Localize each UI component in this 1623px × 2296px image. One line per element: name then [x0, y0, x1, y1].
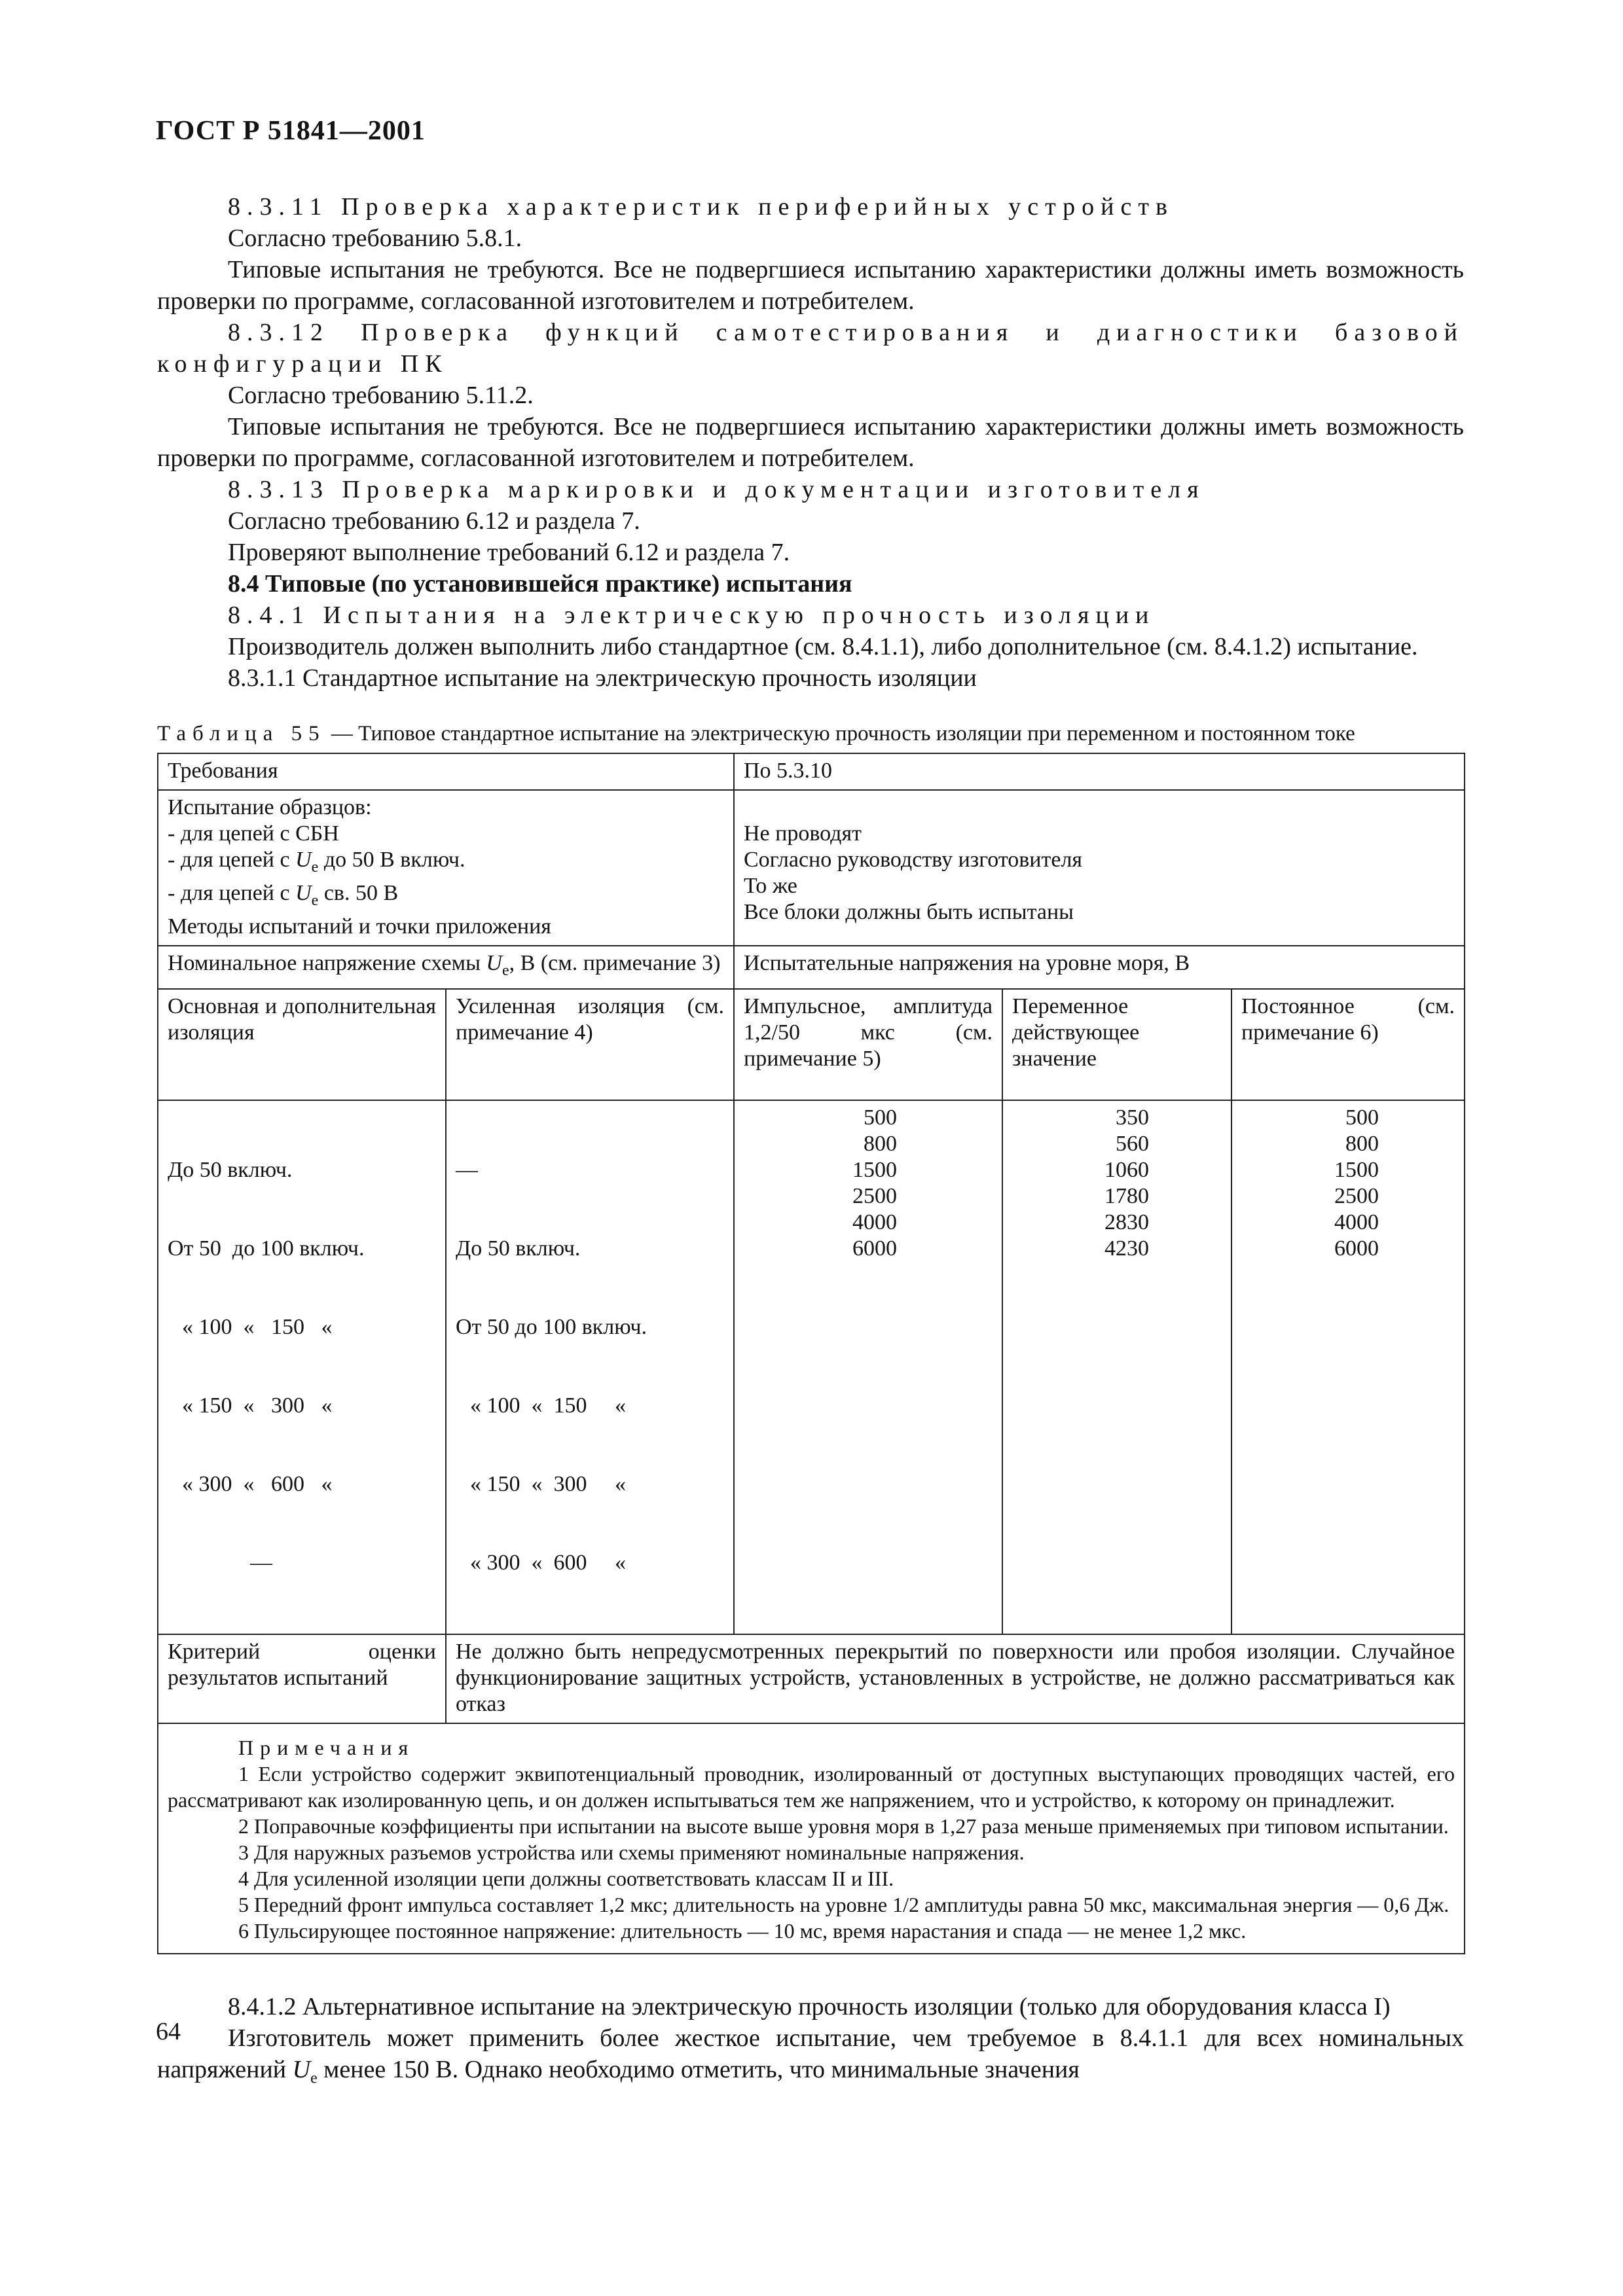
- cell-value: 2830: [1104, 1210, 1149, 1235]
- cell-value: 4230: [1104, 1236, 1149, 1261]
- note-item: 1 Если устройство содержит эквипотенциальный проводник, изолированный от доступных выступающих проводящих частей, его рассматривают как изолированную цепь, и он должен испытываться тем же напряжением, что и устройство, к которому он принадлежит.: [168, 1762, 1455, 1812]
- test-voltage-table: [157, 753, 1465, 1954]
- cell-line: « 100 « 150 «: [182, 1315, 333, 1340]
- notes-cell: [158, 1723, 1465, 1954]
- paragraph: [157, 2022, 1464, 2094]
- cell-value: 800: [864, 1132, 897, 1157]
- table-row: [158, 753, 1465, 790]
- cell-value: 4000: [1334, 1210, 1379, 1235]
- section-8-4-heading: 8.4 Типовые (по установившейся практике) испытания: [228, 570, 852, 598]
- cell-line: « 100 « 150 «: [470, 1393, 626, 1418]
- voltage-subscript: e: [311, 858, 319, 876]
- criteria-text-cell: Не должно быть непредусмотренных перекрытий по поверхности или пробоя изоляции. Случайное функционирование защитных устройств, установленных в устройстве, не должно рассматриваться как отказ: [446, 1634, 1465, 1723]
- column-header: Усиленная изоляция (см. примечание 4): [446, 989, 734, 1100]
- cell-value: 4000: [852, 1210, 897, 1235]
- clause-8-3-1-1-title: 8.3.1.1 Стандартное испытание на электрическую прочность изоляции: [228, 664, 977, 692]
- cell-line: Методы испытаний и точки приложения: [168, 914, 551, 939]
- dc-values-cell: [1231, 1100, 1465, 1634]
- note-item: 3 Для наружных разъемов устройства или схемы применяют номинальные напряжения.: [238, 1840, 1025, 1865]
- clause-8-4-1-2-title: 8.4.1.2 Альтернативное испытание на электрическую прочность изоляции (только для оборудования класса I): [228, 1993, 1391, 2021]
- cell-line: Испытание образцов:: [168, 795, 372, 819]
- voltage-symbol: U: [295, 848, 312, 872]
- paragraph-text: Изготовитель может применить более жесткое испытание, чем требуемое в 8.4.1.1 для всех номинальных напряжений: [157, 2024, 1464, 2084]
- cell-value: 500: [1345, 1105, 1379, 1130]
- cell-value: 6000: [852, 1236, 897, 1261]
- table-row: [158, 946, 1465, 990]
- note-item: 2 Поправочные коэффициенты при испытании на высоте выше уровня моря в 1,27 раза меньше применяемых при типовом испытании.: [238, 1814, 1449, 1839]
- voltage-symbol: U: [295, 880, 312, 905]
- cell-line: Не проводят: [744, 821, 862, 846]
- cell-line: От 50 до 100 включ.: [168, 1236, 365, 1261]
- cell-value: 500: [864, 1105, 897, 1130]
- table-row: [158, 1100, 1465, 1634]
- cell-line: [168, 847, 724, 880]
- table-row: [158, 1634, 1465, 1723]
- impulse-values-cell: [734, 1100, 1002, 1634]
- cell-value: 1500: [852, 1158, 897, 1183]
- table-cell: [158, 790, 734, 946]
- cell-line: —: [456, 1158, 478, 1183]
- cell-line: « 300 « 600 «: [470, 1551, 626, 1575]
- notes-title: Примечания: [238, 1736, 415, 1760]
- table-cell: По 5.3.10: [734, 753, 1465, 790]
- clause-8-3-12-title: 8.3.12 Проверка функций самотестирования и диагностики базовой конфигурации ПК: [157, 319, 1464, 378]
- cell-line: - для цепей с СБН: [168, 821, 339, 846]
- note-item: 6 Пульсирующее постоянное напряжение: длительность — 10 мс, время нарастания и спада — не менее 1,2 мкс.: [238, 1919, 1247, 1943]
- cell-value: 6000: [1334, 1236, 1379, 1261]
- column-header: Импульсное, амплитуда 1,2/50 мкс (см. примечание 5): [734, 989, 1002, 1100]
- cell-line: То же: [744, 874, 797, 898]
- voltage-subscript: e: [501, 961, 509, 979]
- table-caption-label: Таблица 55: [157, 722, 326, 745]
- paragraph-text: менее 150 В. Однако необходимо отметить, что минимальные значения: [317, 2056, 1080, 2084]
- paragraph: Согласно требованию 5.11.2.: [228, 382, 534, 409]
- table-caption: [157, 720, 1464, 747]
- cell-value: 800: [1345, 1132, 1379, 1157]
- voltage-symbol: U: [486, 950, 502, 975]
- column-header: Основная и дополнительная изоляция: [158, 989, 446, 1100]
- table-cell: Испытательные напряжения на уровне моря, В: [734, 946, 1465, 990]
- cell-line: От 50 до 100 включ.: [456, 1315, 647, 1340]
- table-notes-row: [158, 1723, 1465, 1954]
- cell-line: До 50 включ.: [168, 1158, 293, 1183]
- paragraph: Согласно требованию 5.8.1.: [228, 224, 522, 252]
- clause-8-3-11-title: 8.3.11 Проверка характеристик периферийных устройств: [228, 193, 1174, 221]
- column-header: Постоянное (см. примечание 6): [1231, 989, 1465, 1100]
- table-cell: [158, 946, 734, 990]
- cell-value: 350: [1116, 1105, 1149, 1130]
- paragraph: Производитель должен выполнить либо стандартное (см. 8.4.1.1), либо дополнительное (см. 8.4.1.2) испытание.: [228, 633, 1418, 660]
- cell-value: 2500: [1334, 1184, 1379, 1209]
- clause-8-4-1-title: 8.4.1 Испытания на электрическую прочность изоляции: [228, 601, 1156, 629]
- ac-values-cell: [1002, 1100, 1231, 1634]
- criteria-label-cell: Критерий оценки результатов испытаний: [158, 1634, 446, 1723]
- reinforced-ranges-cell: [446, 1100, 734, 1634]
- cell-value: 1500: [1334, 1158, 1379, 1183]
- paragraph: Согласно требованию 6.12 и раздела 7.: [228, 507, 640, 535]
- column-header: Переменное действующее значение: [1002, 989, 1231, 1100]
- voltage-subscript: e: [310, 2070, 318, 2087]
- note-item: 4 Для усиленной изоляции цепи должны соответствовать классам II и III.: [238, 1867, 894, 1891]
- cell-text: - для цепей с: [168, 848, 296, 872]
- table-row: [158, 790, 1465, 946]
- note-item: 5 Передний фронт импульса составляет 1,2 мкс; длительность на уровне 1/2 амплитуды равна 50 мкс, максимальная энергия — 0,6 Дж.: [238, 1893, 1450, 1917]
- standard-header: ГОСТ Р 51841—2001: [156, 116, 426, 146]
- paragraph: Типовые испытания не требуются. Все не подвергшиеся испытанию характеристики должны иметь возможность проверки по программе, согласованной изготовителем и потребителем.: [157, 413, 1464, 472]
- document-body: [157, 191, 1464, 2094]
- cell-line: Согласно руководству изготовителя: [744, 848, 1083, 872]
- cell-text: , В (см. примечание 3): [509, 950, 721, 975]
- cell-text: Номинальное напряжение схемы: [168, 950, 486, 975]
- paragraph: Типовые испытания не требуются. Все не подвергшиеся испытанию характеристики должны иметь возможность проверки по программе, согласованной изготовителем и потребителем.: [157, 256, 1464, 315]
- cell-line: Все блоки должны быть испытаны: [744, 900, 1074, 924]
- cell-line: « 300 « 600 «: [182, 1472, 333, 1497]
- table-header-row: [158, 989, 1465, 1100]
- table-caption-text: — Типовое стандартное испытание на электрическую прочность изоляции при переменном и постоянном токе: [325, 722, 1355, 745]
- cell-value: 1780: [1104, 1184, 1149, 1209]
- cell-value: 2500: [852, 1184, 897, 1209]
- cell-text: св. 50 В: [318, 880, 399, 905]
- page-number: 64: [156, 2018, 181, 2045]
- paragraph: Проверяют выполнение требований 6.12 и раздела 7.: [228, 539, 790, 566]
- basic-ranges-cell: [158, 1100, 446, 1634]
- table-cell: [734, 790, 1465, 946]
- voltage-subscript: e: [311, 891, 319, 909]
- cell-line: [168, 880, 724, 914]
- cell-text: до 50 В включ.: [318, 848, 465, 872]
- cell-line: « 150 « 300 «: [470, 1472, 626, 1497]
- cell-text: - для цепей с: [168, 880, 296, 905]
- cell-value: 560: [1116, 1132, 1149, 1157]
- clause-8-3-13-title: 8.3.13 Проверка маркировки и документации изготовителя: [228, 476, 1205, 503]
- cell-line: —: [250, 1551, 272, 1575]
- cell-line: « 150 « 300 «: [182, 1393, 333, 1418]
- voltage-symbol: U: [292, 2056, 311, 2084]
- cell-line: До 50 включ.: [456, 1236, 581, 1261]
- cell-value: 1060: [1104, 1158, 1149, 1183]
- table-cell: Требования: [158, 753, 734, 790]
